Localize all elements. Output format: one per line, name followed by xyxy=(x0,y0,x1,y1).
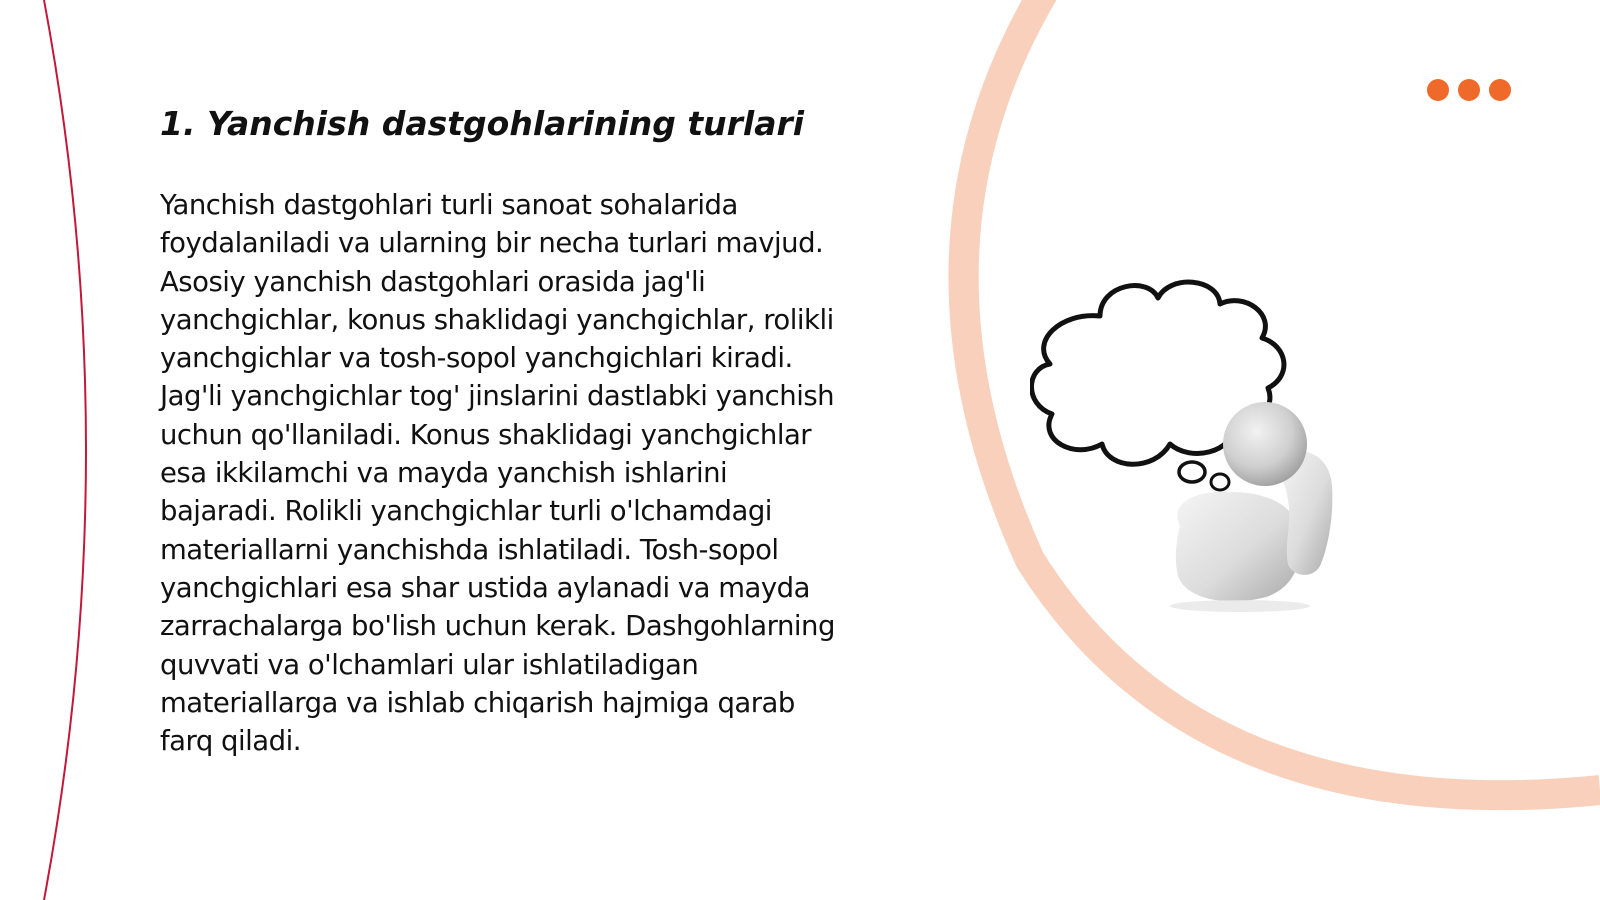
thinking-person-icon xyxy=(1030,276,1360,616)
dot-icon xyxy=(1427,79,1449,101)
slide-title: 1. Yanchish dastgohlarining turlari xyxy=(160,104,805,143)
dots-menu-icon xyxy=(1427,79,1513,101)
left-accent-line xyxy=(44,0,86,900)
dot-icon xyxy=(1458,79,1480,101)
dot-icon xyxy=(1489,79,1511,101)
slide-body-text: Yanchish dastgohlari turli sanoat sohalarida foydalaniladi va ularning bir necha turlari mavjud. Asosiy yanchish dastgohlari orasida jag'li yanchgichlar, konus shaklidagi yanchgichlar, rolikli yanchgichlar va tosh-sopol yanchgichlari kiradi. Jag'li yanchgichlar tog' jinslarini dastlabki yanchish uchun qo'llaniladi. Konus shaklidagi yanchgichlar esa ikkilamchi va mayda yanchish ishlarini bajaradi. Rolikli yanchgichlar turli o'lchamdagi materiallarni yanchishda ishlatiladi. Tosh-sopol yanchgichlari esa shar ustida aylanadi va mayda zarrachalarga bo'lish uchun kerak. Dashgohlarning quvvati va o'lchamlari ular ishlatiladigan materiallarga va ishlab chiqarish hajmiga qarab farq qiladi. xyxy=(160,189,835,758)
